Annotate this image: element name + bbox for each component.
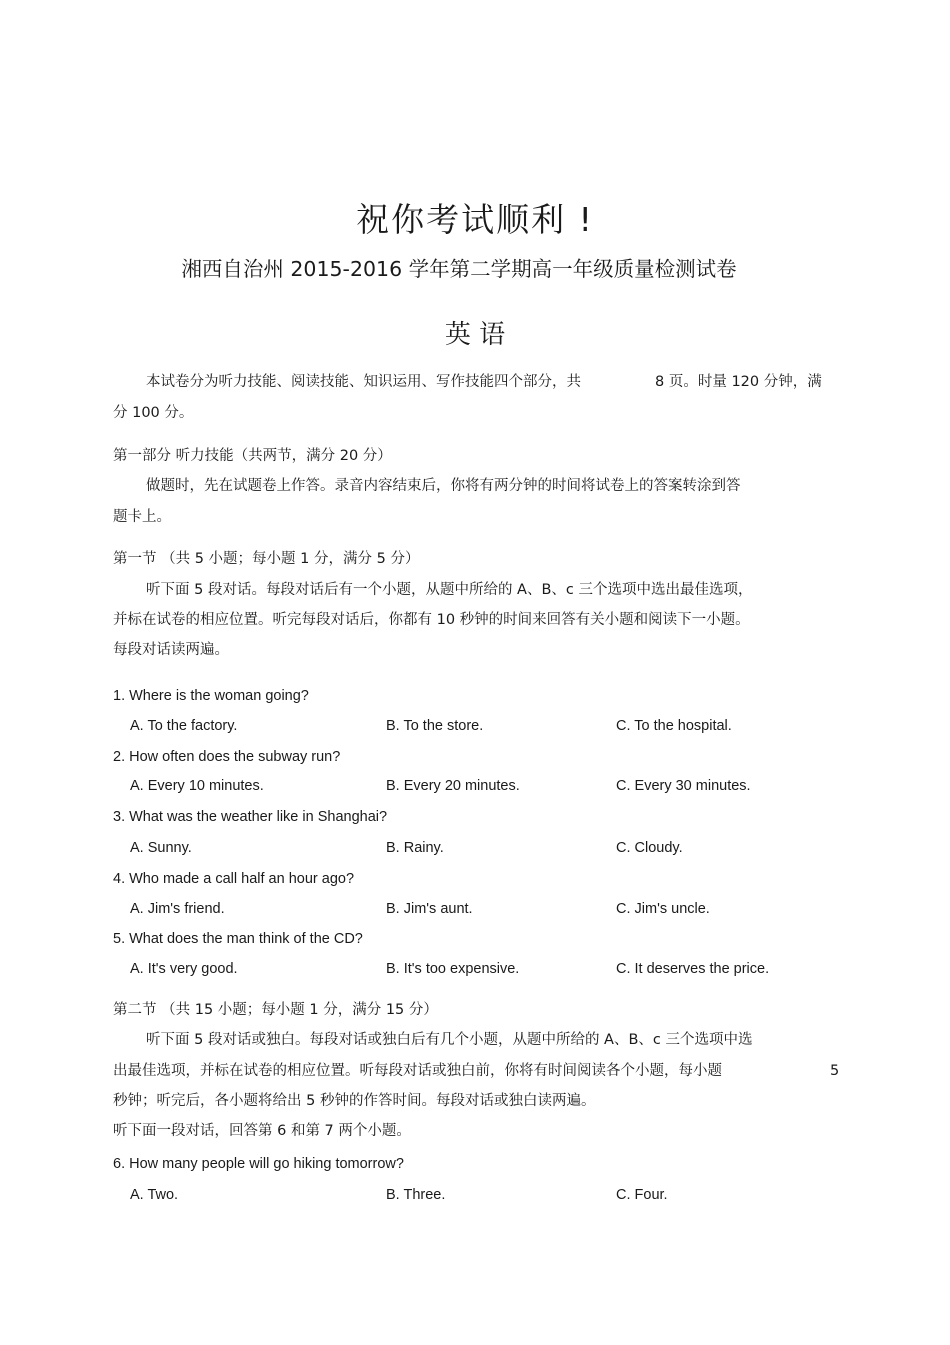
intro-line-2: 分 100 分。 (113, 405, 194, 421)
question-stem: 2. How often does the subway run? (113, 749, 341, 765)
section2-line-1: 听下面 5 段对话或独白。每段对话或独白后有几个小题，从题中所给的 A、B、c 三个选项中选 (146, 1032, 753, 1048)
section2-line-2-end: 5 (830, 1063, 840, 1079)
option-a: A. Sunny. (130, 840, 192, 856)
part1-instruction-1: 做题时，先在试题卷上作答。录音内容结束后，你将有两分钟的时间将试卷上的答案转涂到答 (146, 478, 741, 494)
option-b: B. Jim's aunt. (386, 901, 473, 917)
exam-subtitle: 湘西自治州 2015-2016 学年第二学期高一年级质量检测试卷 (181, 257, 737, 281)
section2-line-2: 出最佳选项，并标在试卷的相应位置。听每段对话或独白前，你将有时间阅读各个小题，每小题 (113, 1063, 722, 1079)
intro-line-1: 本试卷分为听力技能、阅读技能、知识运用、写作技能四个部分，共 (146, 374, 581, 390)
question-stem: 1. Where is the woman going? (113, 688, 309, 704)
section1-line-3: 每段对话读两遍。 (113, 642, 229, 658)
option-b: B. Three. (386, 1187, 446, 1203)
option-b: B. Every 20 minutes. (386, 778, 520, 794)
section2-heading: 第二节 （共 15 小题；每小题 1 分，满分 15 分） (113, 1002, 438, 1018)
section2-line-3: 秒钟；听完后，各小题将给出 5 秒钟的作答时间。每段对话或独白读两遍。 (113, 1093, 596, 1109)
section1-line-2: 并标在试卷的相应位置。听完每段对话后，你都有 10 秒钟的时间来回答有关小题和阅读下一小题。 (113, 612, 750, 628)
question-stem: 3. What was the weather like in Shanghai? (113, 809, 388, 825)
option-a: A. Every 10 minutes. (130, 778, 264, 794)
section1-line-1: 听下面 5 段对话。每段对话后有一个小题，从题中所给的 A、B、c 三个选项中选出最佳选项， (146, 582, 753, 598)
option-b: B. Rainy. (386, 840, 444, 856)
option-c: C. To the hospital. (616, 718, 732, 734)
section1-heading: 第一节 （共 5 小题；每小题 1 分，满分 5 分） (113, 551, 420, 567)
part1-heading: 第一部分 听力技能（共两节，满分 20 分） (113, 448, 392, 464)
option-b: B. To the store. (386, 718, 484, 734)
subject-title: 英 语 (444, 320, 506, 350)
option-c: C. Four. (616, 1187, 668, 1203)
question-stem: 5. What does the man think of the CD? (113, 931, 363, 947)
option-a: A. To the factory. (130, 718, 238, 734)
option-b: B. It's too expensive. (386, 961, 520, 977)
question-stem: 6. How many people will go hiking tomorrow? (113, 1156, 404, 1172)
option-a: A. Jim's friend. (130, 901, 225, 917)
option-c: C. Every 30 minutes. (616, 778, 751, 794)
part1-instruction-2: 题卡上。 (113, 509, 171, 525)
greeting-title: 祝你考试顺利 ! (356, 200, 594, 239)
option-c: C. Cloudy. (616, 840, 683, 856)
option-a: A. It's very good. (130, 961, 238, 977)
question-stem: 4. Who made a call half an hour ago? (113, 871, 355, 887)
section2-line-4: 听下面一段对话，回答第 6 和第 7 两个小题。 (113, 1123, 411, 1139)
option-c: C. It deserves the price. (616, 961, 770, 977)
option-a: A. Two. (130, 1187, 179, 1203)
intro-line-1-pages: 8 页。时量 120 分钟，满 (655, 374, 822, 390)
option-c: C. Jim's uncle. (616, 901, 710, 917)
